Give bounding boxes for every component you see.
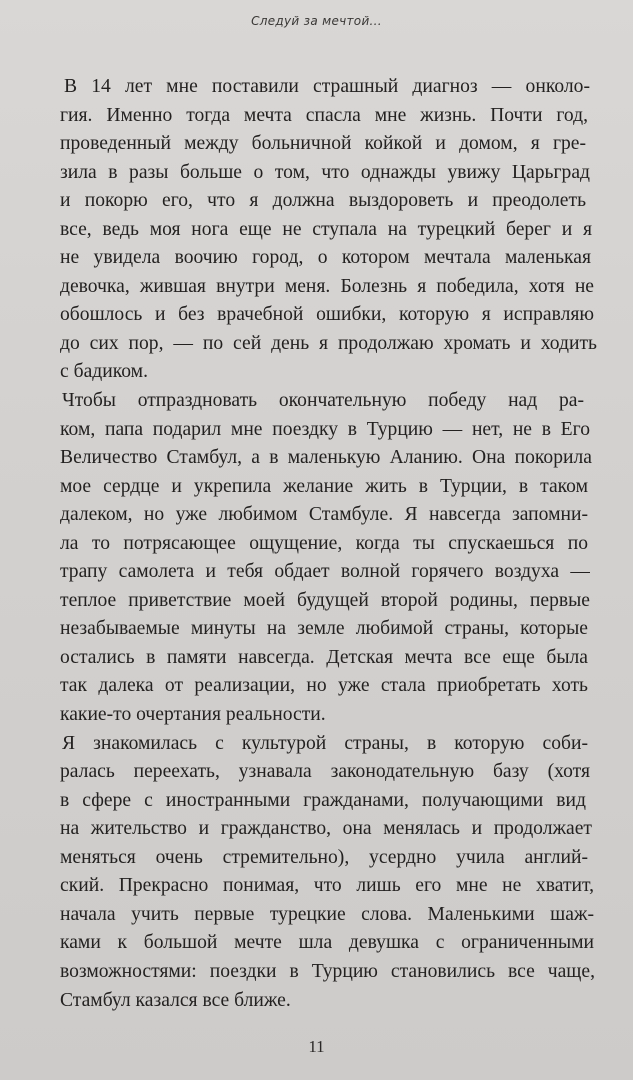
text-line: проведенный между больничной койкой и домом, я гре- xyxy=(60,133,586,155)
text-line: все, ведь моя нога еще не ступала на турецкий берег и я xyxy=(60,218,592,240)
body-text xyxy=(60,73,597,1015)
text-line: теплое приветствие моей будущей второй родины, первые xyxy=(60,589,590,611)
text-line: и покорю его, что я должна выздороветь и преодолеть xyxy=(60,190,586,212)
text-line: не увидела воочию город, о котором мечтала маленькая xyxy=(60,247,591,269)
text-line: девочка, жившая внутри меня. Болезнь я победила, хотя не xyxy=(60,275,594,297)
text-line: так далека от реализации, но уже стала приобретать хоть xyxy=(60,675,588,697)
text-line: ком, папа подарил мне поездку в Турцию — нет, не в Его xyxy=(60,418,590,440)
text-line: В 14 лет мне поставили страшный диагноз — онколо- xyxy=(64,76,590,97)
text-line: обошлось и без врачебной ошибки, которую я исправляю xyxy=(60,304,594,326)
page-number: 11 xyxy=(308,1037,325,1056)
text-line: какие-то очертания реальности. xyxy=(60,704,326,726)
text-line: далеком, но уже любимом Стамбуле. Я навсегда запомни- xyxy=(60,504,588,526)
text-line: ла то потрясающее ощущение, когда ты спускаешься по xyxy=(60,532,588,554)
text-line: возможностями: поездки в Турцию становились все чаще, xyxy=(60,960,595,982)
text-line: зила в разы больше о том, что однажды увижу Царьград xyxy=(60,161,590,183)
text-line: до сих пор, — по сей день я продолжаю хромать и ходить xyxy=(60,332,597,354)
text-line: меняться очень стремительно), усердно учила англий- xyxy=(60,846,588,868)
text-line: начала учить первые турецкие слова. Маленькими шаж- xyxy=(60,903,594,925)
text-line: в сфере с иностранными гражданами, получающими вид xyxy=(60,789,586,811)
running-header: Следуй за мечтой... xyxy=(251,14,382,28)
text-line: с бадиком. xyxy=(60,361,148,383)
text-line: остались в памяти навсегда. Детская мечта все еще была xyxy=(60,646,588,668)
text-line: ками к большой мечте шла девушка с ограниченными xyxy=(60,932,594,954)
text-line: Величество Стамбул, а в маленькую Аланию. Она покорила xyxy=(60,447,592,469)
text-line: Стамбул казался все ближе. xyxy=(60,989,291,1011)
text-line: трапу самолета и тебя обдает волной горячего воздуха — xyxy=(60,561,590,583)
text-line: гия. Именно тогда мечта спасла мне жизнь. Почти год, xyxy=(60,104,588,126)
text-line: ский. Прекрасно понимая, что лишь его мне не хватит, xyxy=(60,875,594,897)
text-line: ралась переехать, узнавала законодательную базу (хотя xyxy=(60,761,590,783)
text-line: Чтобы отпраздновать окончательную победу над ра- xyxy=(62,390,584,412)
text-line: на жительство и гражданство, она менялась и продолжает xyxy=(60,818,592,840)
text-line: незабываемые минуты на земле любимой страны, которые xyxy=(60,618,588,640)
text-line: Я знакомилась с культурой страны, в которую соби- xyxy=(62,732,588,754)
text-line: мое сердце и укрепила желание жить в Турции, в таком xyxy=(60,475,588,497)
